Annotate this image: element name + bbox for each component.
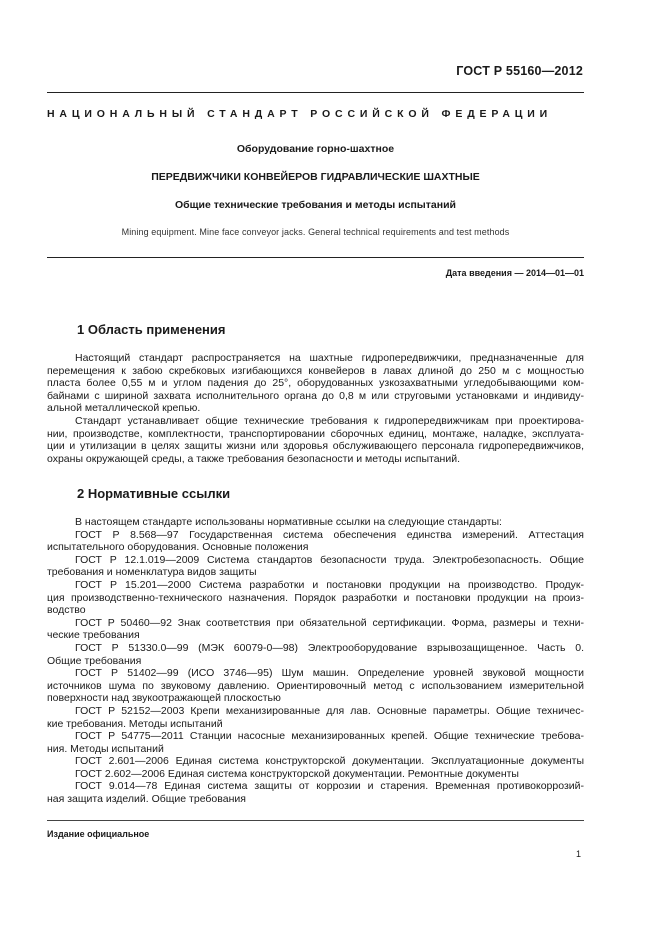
reference-line: ГОСТ Р 54775—2011 Станции насосные механизированных крепей. Общие технические требова- [75,730,584,743]
reference-line: ГОСТ 2.602—2006 Единая система конструкторской документации. Ремонтные документы [75,767,519,780]
text-line: пласта более 0,55 м и углом падения до 25°, оборудованных узкозахватными угледобывающими ком- [47,377,584,390]
reference-line: требования и номенклатура видов защиты [47,566,257,579]
introduction-date: Дата введения — 2014—01—01 [445,268,584,278]
reference-line: ГОСТ 9.014—78 Единая система защиты от коррозии и старения. Временная противокоррозий- [75,780,584,793]
reference-line: ГОСТ Р 50460—92 Знак соответствия при обязательной сертификации. Форма, размеры и техни- [75,616,584,629]
title-english: Mining equipment. Mine face conveyor jacks. General technical requirements and test methods [121,227,510,237]
text-line: Настоящий стандарт распространяется на шахтные гидропередвижчики, предназначенные для [75,352,584,364]
reference-line: источников шума по звуковому давлению. Ориентировочный метод с использованием измерительной [47,679,584,692]
title-main: ПЕРЕДВИЖЧИКИ КОНВЕЙЕРОВ ГИДРАВЛИЧЕСКИЕ ШАХТНЫЕ [151,171,480,183]
footer-rule [47,820,584,821]
reference-line: поверхности над звукоотражающей плоскостью [47,692,281,705]
reference-line: ГОСТ Р 52152—2003 Крепи механизированные для лав. Основные параметры. Общие техничес- [75,704,584,717]
text-line: охраны окружающей среды, а также требования безопасности и методы испытаний. [47,452,460,465]
section-2-heading: 2 Нормативные ссылки [77,486,231,501]
reference-line: ГОСТ Р 51330.0—99 (МЭК 60079-0—98) Электрооборудование взрывозащищенное. Часть 0. [75,641,584,654]
text-line: ции и утилизации в целях защиты жизни или здоровья обслуживающего персонала гидропередвижчиков, [47,440,584,453]
text-line: В настоящем стандарте использованы нормативные ссылки на следующие стандарты: [75,516,502,528]
section-1-heading: 1 Область применения [77,322,226,337]
page-number: 1 [575,849,581,859]
text-line: альной металлической крепью. [47,402,201,415]
title-category: Оборудование горно-шахтное [236,143,395,155]
reference-line: кие требования. Методы испытаний [47,717,223,730]
section-2-body [47,516,584,806]
text-line: нии, производстве, комплектности, транспортировании сборочных единиц, монтаже, наладке, эксплуата- [47,427,584,440]
section-1-body [47,352,584,465]
reference-line: испытательного оборудования. Основные положения [47,541,309,554]
reference-line: ГОСТ 2.601—2006 Единая система конструкторской документации. Эксплуатационные документы [75,755,584,768]
reference-line: ГОСТ Р 51402—99 (ИСО 3746—95) Шум машин. Определение уровней звуковой мощности [75,667,584,680]
reference-line: ГОСТ Р 15.201—2000 Система разработки и постановки продукции на производство. Продук- [75,578,584,591]
reference-line: ния. Методы испытаний [47,742,164,755]
text-line: перемещения к забою скребковых изгибающихся конвейеров в лавах длиной до 250 м с мощностью [47,364,584,377]
reference-line: ческие требования [47,629,140,642]
reference-line: ция производственно-технического назначения. Порядок разработки и постановки продукции на произ- [47,591,584,604]
text-line: байнами с шириной захвата исполнительного органа до 0,8 м или струговыми установками и индивиду- [47,389,584,402]
text-line: Стандарт устанавливает общие технические требования к гидропередвижчикам при проектирова- [75,414,584,427]
top-rule [47,92,584,93]
title-rule [47,257,584,258]
reference-line: ГОСТ Р 12.1.019—2009 Система стандартов безопасности труда. Электробезопасность. Общие [75,553,584,566]
reference-line: ГОСТ Р 8.568—97 Государственная система обеспечения единства измерений. Аттестация [75,528,584,541]
reference-line: водство [47,604,86,617]
official-edition-note: Издание официальное [47,829,150,839]
title-subtitle: Общие технические требования и методы испытаний [175,199,456,211]
reference-line: ная защита изделий. Общие требования [47,793,246,806]
document-number: ГОСТ Р 55160—2012 [456,64,583,78]
reference-line: Общие требования [47,654,142,667]
national-standard-banner: НАЦИОНАЛЬНЫЙ СТАНДАРТ РОССИЙСКОЙ ФЕДЕРАЦИИ [47,108,553,120]
